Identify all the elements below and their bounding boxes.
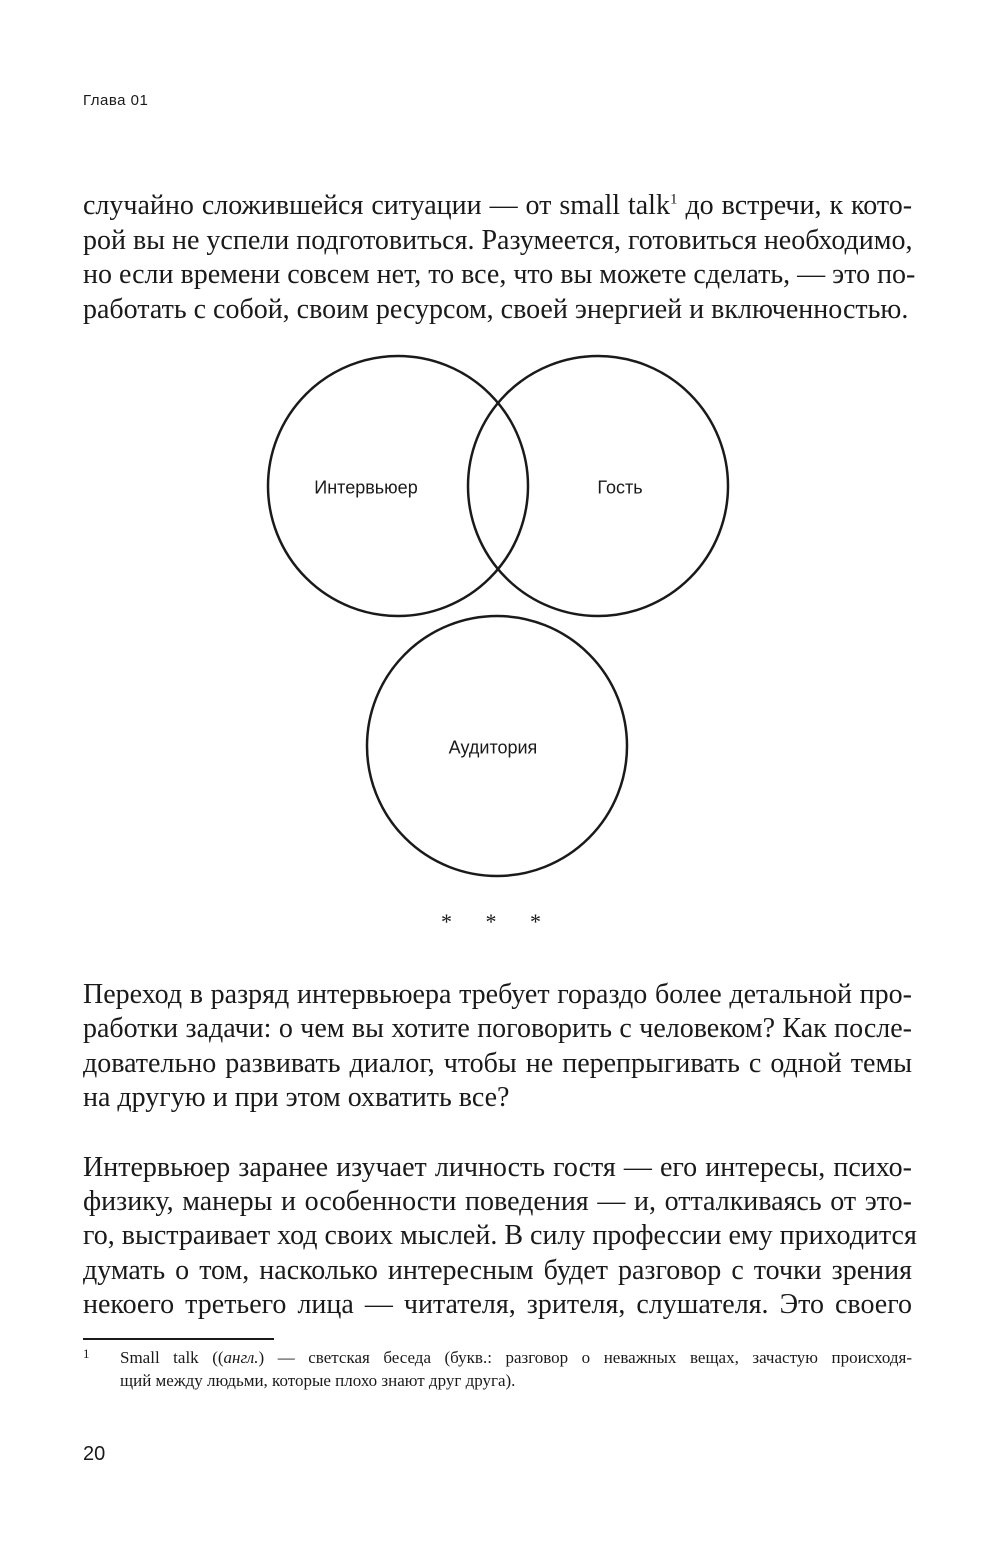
body-line: Интервьюер заранее изучает личность гостя — его интересы, психо- <box>83 1152 912 1183</box>
body-line: го, выстраивает ход своих мыслей. В силу профессии ему приходится <box>83 1220 917 1251</box>
body-line: физику, манеры и особенности поведения — и, отталкиваясь от это- <box>83 1186 912 1217</box>
body-line: рой вы не успели подготовиться. Разумеется, готовиться необходимо, <box>83 225 913 256</box>
body-line: но если времени совсем нет, то все, что вы можете сделать, — это по- <box>83 259 916 290</box>
section-separator: * * * <box>441 909 555 934</box>
label-interviewer: Интервьюер <box>314 477 418 498</box>
body-line: довательно развивать диалог, чтобы не перепрыгивать с одной темы <box>83 1048 912 1079</box>
body-line: Переход в разряд интервьюера требует гораздо более детальной про- <box>83 979 912 1010</box>
footnote-marker: 1 <box>83 1346 90 1361</box>
page-number: 20 <box>83 1443 106 1465</box>
chapter-header: Глава 01 <box>83 92 149 109</box>
footnote-line: щий между людьми, которые плохо знают друг друга). <box>120 1371 516 1390</box>
label-audience: Аудитория <box>448 737 538 758</box>
body-line: думать о том, насколько интересным будет разговор с точки зрения <box>83 1255 912 1286</box>
footnote-line: Small talk ((англ.) — светская беседа (букв.: разговор о неважных вещах, зачастую происходя- <box>120 1348 913 1367</box>
footnote-divider <box>83 1338 274 1340</box>
body-line: случайно сложившейся ситуации — от small talk$^1$ до встречи, к кото- <box>83 190 913 221</box>
body-line: на другую и при этом охватить все? <box>83 1082 510 1113</box>
body-line: работать с собой, своим ресурсом, своей энергией и включенностью. <box>83 294 909 325</box>
label-guest: Гость <box>597 477 643 498</box>
body-line: работки задачи: о чем вы хотите поговорить с человеком? Как после- <box>83 1013 912 1044</box>
footnote-ref[interactable]: 1 <box>669 191 678 208</box>
body-line: некоего третьего лица — читателя, зрителя, слушателя. Это своего <box>83 1289 912 1320</box>
